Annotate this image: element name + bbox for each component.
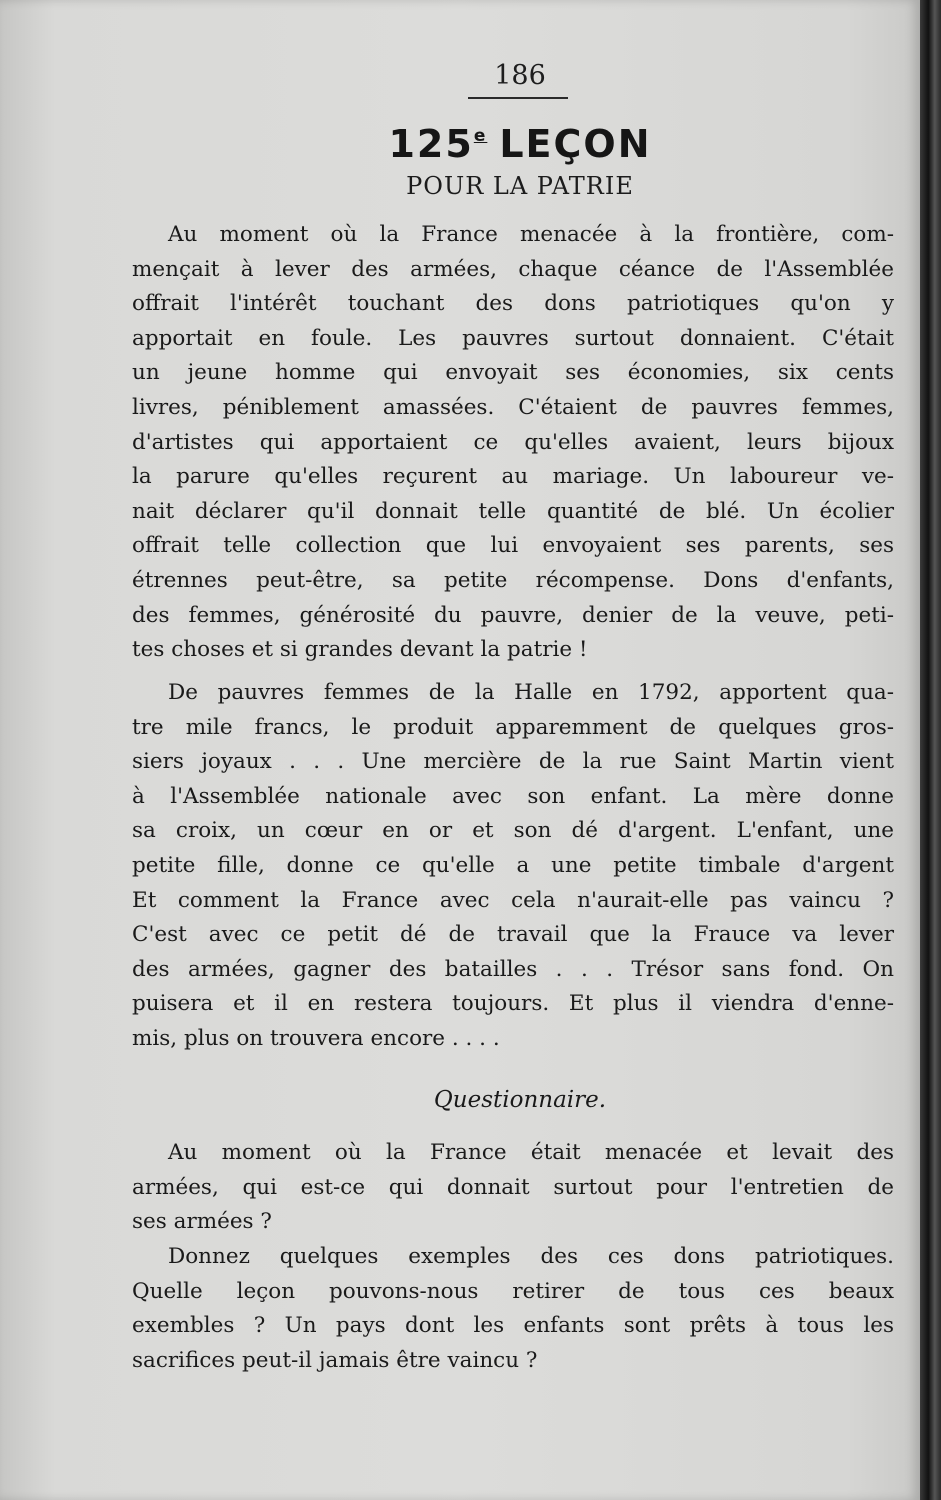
text-line: nait déclarer qu'il donnait telle quantité de blé. Un écolier [132, 498, 894, 524]
lesson-subtitle: POUR LA PATRIE [406, 172, 634, 200]
paragraph-2 [132, 676, 894, 1057]
text-line: C'est avec ce petit dé de travail que la Frauce va lever [132, 922, 894, 948]
lesson-number-suffix: e [473, 126, 488, 146]
lesson-word: LEÇON [499, 122, 652, 166]
page-number-rule [468, 97, 568, 99]
text-line: sa croix, un cœur en or et son dé d'argent. L'enfant, une [132, 818, 894, 844]
text-line: mis, plus on trouvera encore . . . . [132, 1025, 500, 1051]
text-line: Au moment où la France menacée à la frontière, com- [168, 222, 894, 247]
text-line: offrait l'intérêt touchant des dons patriotiques qu'on y [132, 291, 894, 317]
text-line: livres, péniblement amassées. C'étaient de pauvres femmes, [132, 394, 894, 420]
text-line: De pauvres femmes de la Halle en 1792, apportent qua- [168, 680, 894, 705]
text-line: des armées, gagner des batailles . . . Trésor sans fond. On [132, 956, 894, 982]
text-line: tes choses et si grandes devant la patrie ! [132, 637, 588, 663]
text-line: exembles ? Un pays dont les enfants sont prêts à tous les [132, 1313, 894, 1339]
text-line: la parure qu'elles reçurent au mariage. Un laboureur ve- [132, 464, 894, 490]
lesson-title [300, 122, 740, 166]
text-line: puisera et il en restera toujours. Et plus il viendra d'enne- [132, 991, 894, 1017]
text-line: étrennes peut-être, sa petite récompense. Dons d'enfants, [132, 567, 894, 593]
text-line: apportait en foule. Les pauvres surtout donnaient. C'était [132, 325, 894, 351]
text-line: Donnez quelques exemples des ces dons patriotiques. [168, 1244, 894, 1269]
text-line: siers joyaux . . . Une mercière de la rue Saint Martin vient [132, 749, 894, 775]
lesson-number: 125 [388, 122, 474, 166]
text-line: ses armées ? [132, 1209, 272, 1235]
question-2 [132, 1240, 894, 1378]
text-line: petite fille, donne ce qu'elle a une petite timbale d'argent [132, 852, 894, 878]
book-binding-edge [920, 0, 941, 1500]
text-line: un jeune homme qui envoyait ses économies, six cents [132, 360, 894, 386]
text-line: Au moment où la France était menacée et levait des [168, 1140, 894, 1165]
text-line: sacrifices peut-il jamais être vaincu ? [132, 1347, 538, 1373]
text-line: Quelle leçon pouvons-nous retirer de tous ces beaux [132, 1278, 894, 1304]
questionnaire-heading: Questionnaire. [433, 1087, 607, 1113]
text-line: à l'Assemblée nationale avec son enfant. La mère donne [132, 783, 894, 809]
text-line: tre mile francs, le produit apparemment de quelques gros- [132, 714, 894, 740]
paragraph-1 [132, 218, 894, 668]
text-line: offrait telle collection que lui envoyaient ses parents, ses [132, 533, 894, 559]
page-number: 186 [494, 60, 546, 91]
text-line: des femmes, générosité du pauvre, denier de la veuve, peti- [132, 602, 894, 628]
text-line: armées, qui est-ce qui donnait surtout pour l'entretien de [132, 1174, 894, 1200]
text-line: d'artistes qui apportaient ce qu'elles avaient, leurs bijoux [132, 429, 894, 455]
text-line: mençait à lever des armées, chaque céance de l'Assemblée [132, 256, 894, 282]
text-line: Et comment la France avec cela n'aurait-elle pas vaincu ? [132, 887, 894, 913]
question-1 [132, 1136, 894, 1240]
